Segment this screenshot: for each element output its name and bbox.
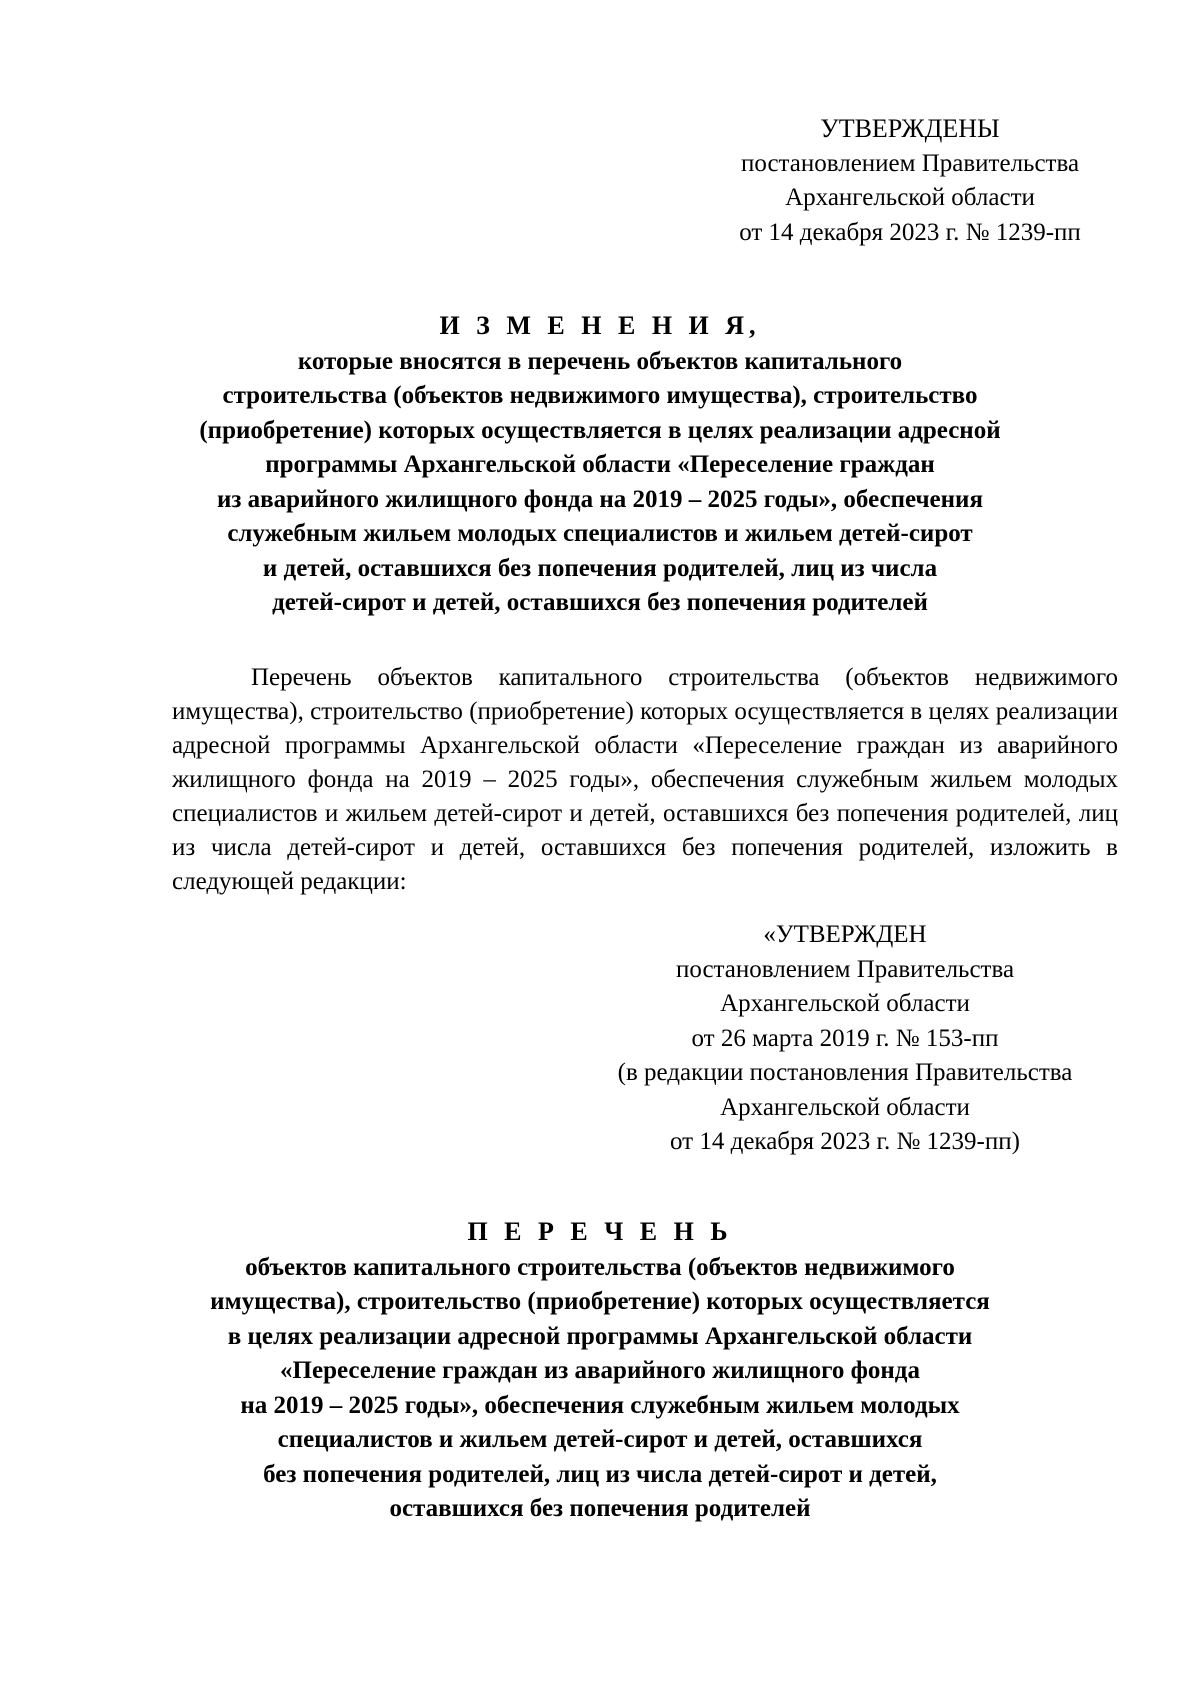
approval-line: (в редакции постановления Правительства	[617, 1059, 1073, 1086]
heading-line: в целях реализации адресной программы Архангельской области	[227, 1322, 973, 1350]
heading-line: служебным жильем молодых специалистов и жильем детей-сирот	[227, 520, 973, 547]
changes-heading	[150, 309, 1050, 621]
approval-line: УТВЕРЖДЕНЫ	[820, 114, 1000, 143]
heading-line: на 2019 – 2025 годы», обеспечения служебным жильем молодых	[240, 1391, 960, 1419]
list-heading	[150, 1215, 1050, 1527]
heading-line: детей-сирот и детей, оставшихся без попечения родителей	[272, 589, 928, 616]
list-title: П Е Р Е Ч Е Н Ь	[467, 1217, 733, 1246]
approval-line: от 26 марта 2019 г. № 153-пп	[691, 1024, 999, 1052]
heading-line: и детей, оставшихся без попечения родителей, лиц из числа	[262, 554, 938, 582]
heading-line: имущества), строительство (приобретение) которых осуществляется	[210, 1288, 990, 1315]
heading-line: без попечения родителей, лиц из числа детей-сирот и детей,	[263, 1460, 937, 1488]
approval-line: Архангельской области	[720, 990, 970, 1017]
body-paragraph: Перечень объектов капитального строительства (объектов недвижимого имущества), строительство (приобретение) которых осуществляется в целях реализации адресной программы Архангельской области «Переселение граждан из аварийного жилищного фонда на 2019 – 2025 годы», обеспечения служебным жильем молодых специалистов и жильем детей-сирот и детей, оставшихся без попечения родителей, лиц из числа детей-сирот и детей, оставшихся без попечения родителей, изложить в следующей редакции:	[172, 664, 1118, 895]
approval-stamp-quoted	[570, 918, 1120, 1160]
heading-line: из аварийного жилищного фонда на 2019 – 2025 годы», обеспечения	[216, 485, 983, 513]
approval-line: Архангельской области	[720, 1093, 970, 1121]
changes-title: И З М Е Н Е Н И Я,	[439, 311, 761, 340]
heading-line: оставшихся без попечения родителей	[389, 1495, 811, 1522]
heading-line: которые вносятся в перечень объектов капитального	[297, 347, 903, 375]
approval-line: от 14 декабря 2023 г. № 1239-пп)	[670, 1128, 1020, 1155]
heading-line: специалистов и жильем детей-сирот и детей, оставшихся	[277, 1426, 923, 1453]
heading-line: (приобретение) которых осуществляется в целях реализации адресной	[199, 416, 1001, 444]
heading-line: объектов капитального строительства (объектов недвижимого	[245, 1253, 955, 1281]
heading-line: программы Архангельской области «Переселение граждан	[265, 451, 935, 478]
approval-line: «УТВЕРЖДЕН	[763, 921, 927, 948]
approval-line: постановлением Правительства	[675, 955, 1015, 983]
heading-line: строительства (объектов недвижимого имущества), строительство	[222, 382, 978, 409]
approval-stamp-top	[690, 112, 1130, 250]
approval-line: постановлением Правительства	[740, 149, 1080, 177]
heading-line: «Переселение граждан из аварийного жилищного фонда	[280, 1357, 920, 1384]
approval-line: от 14 декабря 2023 г. № 1239-пп	[739, 218, 1081, 246]
approval-line: Архангельской области	[785, 184, 1035, 211]
